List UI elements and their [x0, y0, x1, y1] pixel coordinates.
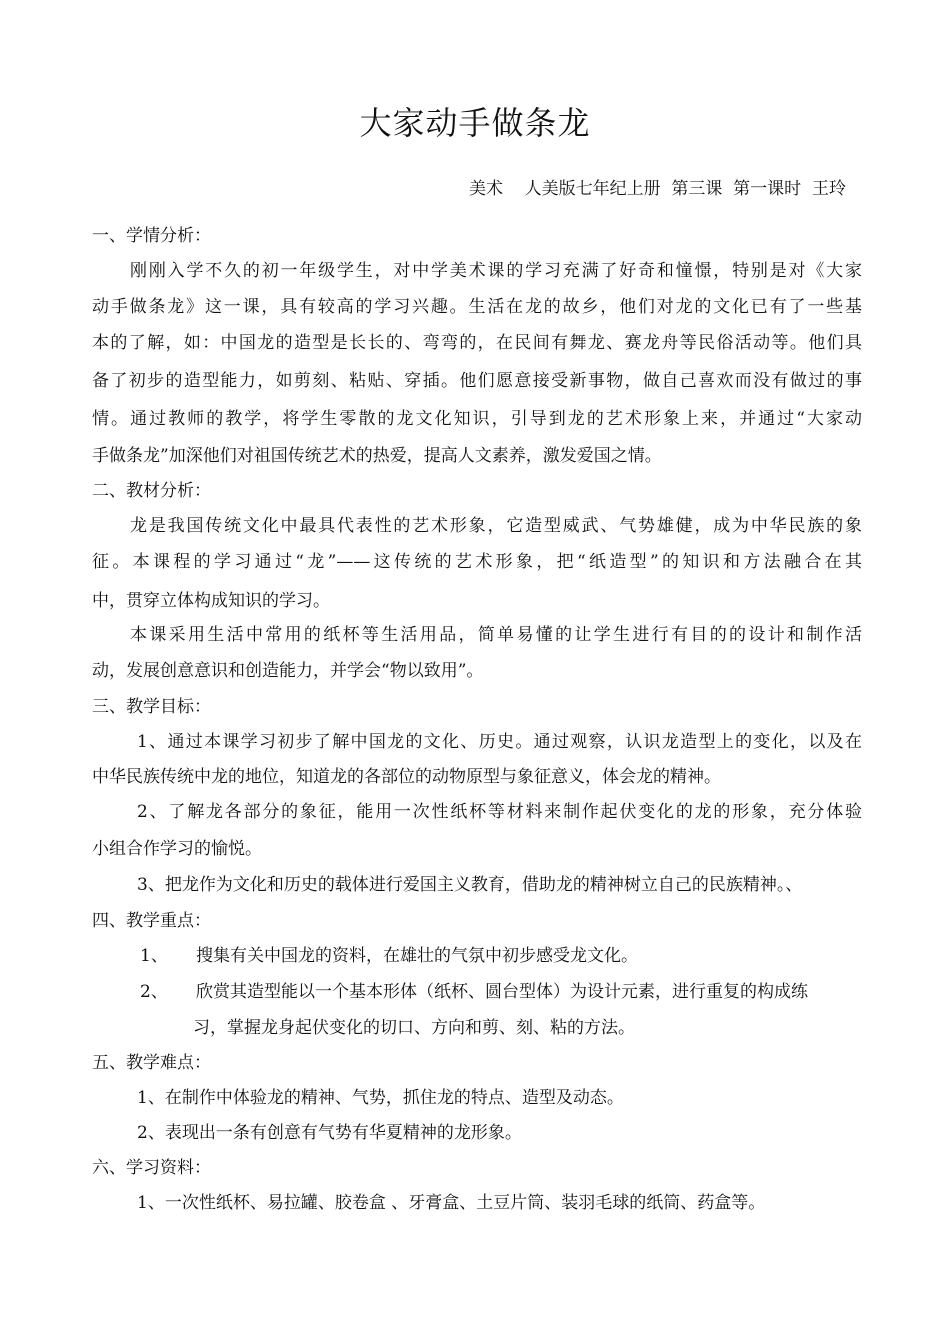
list-number: 1、 — [140, 946, 168, 966]
section-heading-learner-analysis: 一、学情分析： — [92, 226, 211, 246]
section-heading-materials: 六、学习资料： — [92, 1158, 211, 1178]
goal-line: 1、通过本课学习初步了解中国龙的文化、历史。通过观察，认识龙造型上的变化，以及在 — [137, 732, 862, 752]
paragraph-line: 刚刚入学不久的初一年级学生，对中学美术课的学习充满了好奇和憧憬，特别是对《大家 — [130, 261, 862, 281]
document-title: 大家动手做条龙 — [359, 104, 591, 142]
paragraph-line: 备了初步的造型能力，如剪刻、粘贴、穿插。他们愿意接受新事物，做自己喜欢而没有做过的事 — [92, 371, 862, 391]
list-item-text: 搜集有关中国龙的资料，在雄壮的气氛中初步感受龙文化。 — [196, 946, 638, 966]
paragraph-line: 本课采用生活中常用的纸杯等生活用品，简单易懂的让学生进行有目的的设计和制作活 — [130, 625, 862, 645]
goal-line: 中华民族传统中龙的地位，知道龙的各部位的动物原型与象征意义，体会龙的精神。 — [92, 767, 721, 787]
list-item-text: 习，掌握龙身起伏变化的切口、方向和剪、刻、粘的方法。 — [193, 1018, 635, 1038]
paragraph-line: 龙是我国传统文化中最具代表性的艺术形象，它造型威武、气势雄健，成为中华民族的象 — [130, 516, 862, 536]
paragraph-line: 手做条龙”加深他们对祖国传统艺术的热爱，提高人文素养，激发爱国之情。 — [92, 446, 662, 466]
goal-line: 3、把龙作为文化和历史的载体进行爱国主义教育，借助龙的精神树立自己的民族精神。、 — [137, 875, 803, 895]
paragraph-line: 本的了解，如：中国龙的造型是长长的、弯弯的，在民间有舞龙、赛龙舟等民俗活动等。他们具 — [92, 333, 862, 353]
list-item: 1、在制作中体验龙的精神、气势，抓住龙的特点、造型及动态。 — [137, 1088, 624, 1108]
section-heading-teaching-goals: 三、教学目标： — [92, 697, 211, 717]
section-heading-key-points: 四、教学重点： — [92, 911, 211, 931]
list-item: 2、表现出一条有创意有气势有华夏精神的龙形象。 — [137, 1123, 522, 1143]
list-number: 2、 — [140, 982, 168, 1002]
document-subtitle: 美术 人美版七年纪上册 第三课 第一课时 王玲 — [468, 179, 846, 199]
section-heading-material-analysis: 二、教材分析： — [92, 481, 211, 501]
paragraph-line: 中，贯穿立体构成知识的学习。 — [92, 591, 330, 611]
list-item: 1、一次性纸杯、易拉罐、胶卷盒 、牙膏盒、土豆片筒、装羽毛球的纸筒、药盒等。 — [137, 1193, 766, 1213]
paragraph-line: 动手做条龙》这一课，具有较高的学习兴趣。生活在龙的故乡，他们对龙的文化已有了一些基 — [92, 297, 862, 317]
goal-line: 小组合作学习的愉悦。 — [92, 839, 262, 859]
paragraph-line: 情。通过教师的教学，将学生零散的龙文化知识，引导到龙的艺术形象上来，并通过“大家动 — [92, 409, 862, 429]
goal-line: 2、了解龙各部分的象征，能用一次性纸杯等材料来制作起伏变化的龙的形象，充分体验 — [137, 802, 862, 822]
list-item-text: 欣赏其造型能以一个基本形体（纸杯、圆台型体）为设计元素，进行重复的构成练 — [196, 982, 808, 1002]
section-heading-difficulties: 五、教学难点： — [92, 1053, 211, 1073]
paragraph-line: 动，发展创意意识和创造能力，并学会“物以致用”。 — [92, 661, 484, 681]
paragraph-line: 征。本课程的学习通过“龙”——这传统的艺术形象，把“纸造型”的知识和方法融合在其 — [92, 552, 862, 572]
